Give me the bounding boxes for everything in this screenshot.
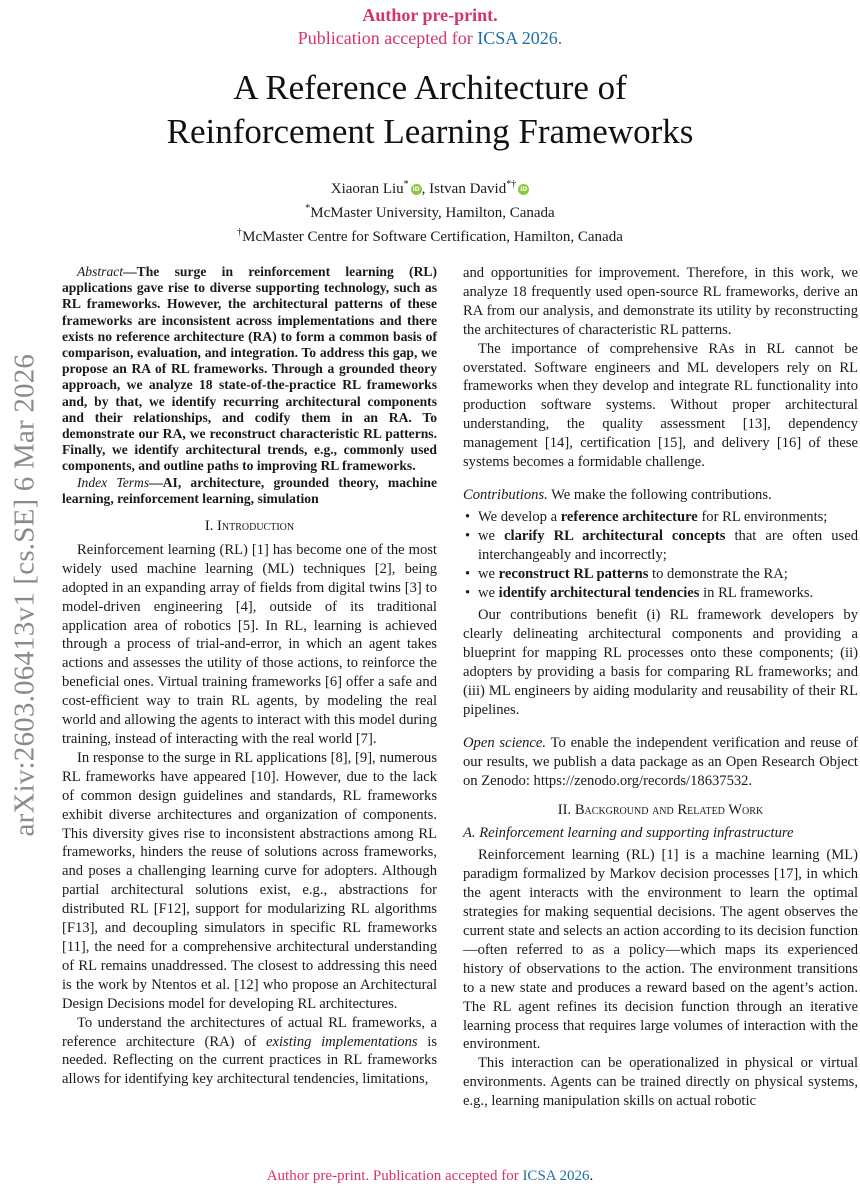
- paragraph: This interaction can be operationalized in physical or virtual environments. Agents can be trained directly on physical systems, e.g., learning manipulation skills on actual robotic: [463, 1055, 858, 1110]
- author-block: [0, 175, 860, 247]
- section-heading: I. Introduction: [204, 518, 295, 535]
- paragraph: The importance of comprehensive RAs in RL cannot be overstated. Software engineers and ML developers rely on RL frameworks when they develop and integrate RL functionality into production software systems. Without proper architectural understanding, the quality assessment [13], dependency management [14], certification [15], and delivery [16] of these systems becomes a formidable challenge.: [463, 340, 858, 471]
- affiliation: *McMaster University, Hamilton, Canada: [305, 203, 555, 221]
- contributions-intro: Contributions. We make the following contributions.: [463, 486, 772, 503]
- list-item: • we clarify RL architectural concepts that are often used interchangeably and incorrectly;: [478, 527, 858, 565]
- contributions-list: [463, 508, 858, 603]
- section-heading: II. Background and Related Work: [557, 801, 764, 818]
- preprint-label: Author pre-print.: [362, 5, 498, 25]
- venue-link[interactable]: ICSA 2026: [522, 1168, 590, 1184]
- orcid-icon[interactable]: iD: [412, 186, 420, 193]
- preprint-banner-bottom: Author pre-print. Publication accepted for ICSA 2026.: [266, 1168, 594, 1184]
- affiliation: †McMaster Centre for Software Certification, Hamilton, Canada: [237, 227, 623, 245]
- orcid-icon[interactable]: iD: [520, 186, 528, 193]
- paragraph: Reinforcement learning (RL) [1] is a machine learning (ML) paradigm formalized by Markov decision processes [17], in which the agent interacts with the environment to learn the optimal strategies for making sequential decisions. The agent observes the current state and selects an action according to its decision function—often referred to as a policy—which maps its experienced history of observations to the action. The environment transitions to a new state and produces a reward based on the agent’s action. The RL agent refines its decision function through an iterative learning process that requires large volumes of interaction with the environment.: [463, 847, 858, 1053]
- paragraph: To understand the architectures of actual RL frameworks, a reference architecture (RA) of existing implementations is needed. Reflecting on the current practices in RL frameworks allows for identifying key architectural tendencies, limitations,: [62, 1014, 437, 1088]
- list-item: • We develop a reference architecture for RL environments;: [478, 508, 858, 527]
- publication-notice: Publication accepted for ICSA 2026.: [297, 28, 563, 48]
- paragraph: In response to the surge in RL applications [8], [9], numerous RL frameworks have appeared [10]. However, due to the lack of common design guidelines and standards, RL frameworks exhibit diverse architectures and organization of components. This diversity gives rise to inconsistent abstractions among RL frameworks, hinders the reuse of solutions across frameworks, and poses a challenging learning curve for adopters. Although partial architectural solutions exist, e.g., abstractions for distributed RL [F12], support for modularizing RL algorithms [F13], and decoupling simulators in specific RL frameworks [11], the need for a comprehensive architectural understanding of RL remains unaddressed. The closest to addressing this need is the work by Ntentos et al. [12] who propose an Architectural Design Decisions model for developing RL architectures.: [62, 749, 437, 1012]
- abstract: Abstract—The surge in reinforcement learning (RL) applications gave rise to diverse supporting technology, such as RL frameworks. However, the architectural patterns of these frameworks are inconsistent across implementations and there exists no reference architecture (RA) to form a common basis of comparison, evaluation, and integration. To address this gap, we propose an RA of RL frameworks. Through a grounded theory approach, we analyze 18 state-of-the-practice RL frameworks and, by that, we identify recurring architectural components and their relationships, and codify them in an RA. To demonstrate our RA, we reconstruct characteristic RL patterns. Finally, we identify architectural trends, e.g., commonly used components, and outline paths to improving RL frameworks.: [62, 264, 437, 474]
- list-item: • we identify architectural tendencies in RL frameworks.: [478, 584, 858, 603]
- paragraph: and opportunities for improvement. Therefore, in this work, we analyze 18 frequently used open-source RL frameworks, derive an RA from our analysis, and demonstrate its utility by reconstructing the architectures of characteristic RL patterns.: [463, 265, 858, 338]
- author-name: Istvan David: [429, 181, 507, 197]
- index-terms: Index Terms—AI, architecture, grounded theory, machine learning, reinforcement learning, simulation: [62, 474, 437, 506]
- paragraph: Our contributions benefit (i) RL framework developers by clearly delineating architectural components and providing a blueprint for mapping RL processes onto these components; (ii) adopters by providing a basis for comparing RL frameworks; and (iii) ML engineers by aiding modularity and reusability of their RL pipelines.: [463, 607, 858, 718]
- paper-title: A Reference Architecture of Reinforcement Learning Frameworks: [166, 68, 694, 151]
- paragraph: Reinforcement learning (RL) [1] has become one of the most widely used machine learning (ML) techniques [2], being adopted in an expanding array of fields from digital twins [3] to model-driven engineering [4], outside of its traditional application area of robotics [5]. In RL, learning is achieved through a process of trial-and-error, in which an agent takes actions and assesses the utility of those actions, to reinforce the beneficial ones. Virtual training frameworks [6] offer a safe and cost-efficient way to train RL agents, by modeling the real world and allowing the agents to interact with this model during training, instead of interacting with the real world [7].: [62, 541, 437, 748]
- author-name: Xiaoran Liu: [330, 181, 404, 197]
- subsection-heading: A. Reinforcement learning and supporting infrastructure: [463, 825, 794, 842]
- abstract-label: Abstract: [77, 264, 124, 279]
- venue-link[interactable]: ICSA 2026: [477, 28, 558, 48]
- open-science: Open science. To enable the independent verification and reuse of our results, we publish a data package as an Open Research Object on Zenodo: https://zenodo.org/records/18637532.: [463, 734, 858, 789]
- right-column: [463, 264, 858, 1111]
- preprint-banner-top: [0, 4, 860, 50]
- author-names: Xiaoran Liu* iD , Istvan David*† iD: [330, 179, 528, 197]
- left-column: [62, 264, 437, 1089]
- arxiv-stamp: arXiv:2603.06413v1 [cs.SE] 6 Mar 2026: [8, 353, 41, 837]
- list-item: • we reconstruct RL patterns to demonstrate the RA;: [478, 565, 858, 584]
